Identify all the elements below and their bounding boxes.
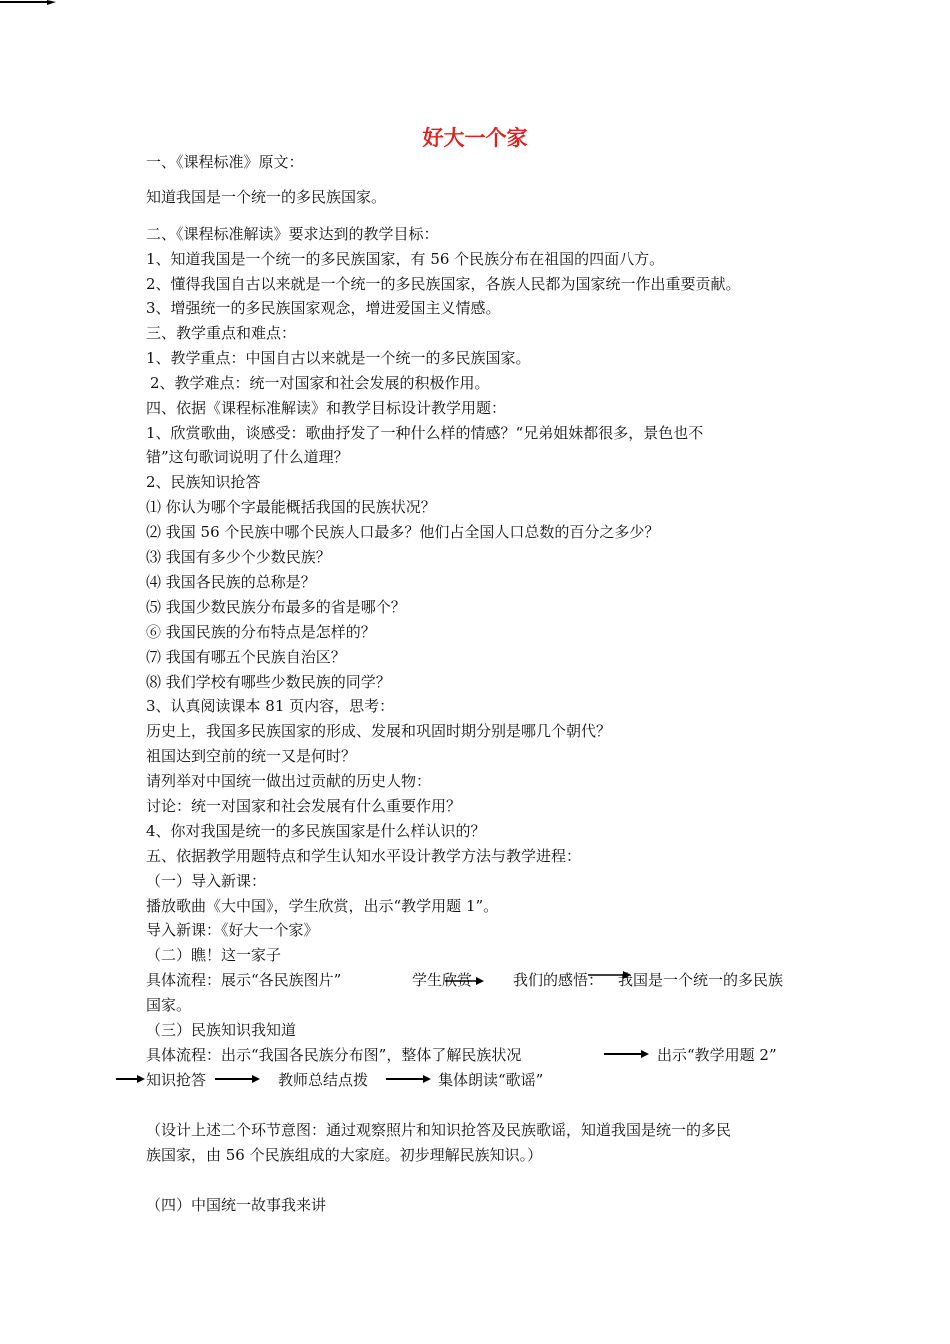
flow-arrow-icon [604, 1049, 650, 1059]
document-title: 好大一个家 [422, 126, 528, 150]
question2-heading: 2、民族知识抢答 [146, 473, 261, 491]
question3-heading: 3、认真阅读课本 81 页内容，思考： [146, 697, 395, 715]
part1-line1: 播放歌曲《大中国》，学生欣赏，出示“教学用题 1”。 [146, 897, 499, 915]
key-point-item: 2、教学难点：统一对国家和社会发展的积极作用。 [150, 374, 490, 392]
quiz-item: ⑵ 我国 56 个民族中哪个民族人口最多？他们占全国人口总数的百分之多少？ [146, 523, 660, 541]
section3-heading: 三、教学重点和难点： [146, 324, 297, 342]
corner-arrow-icon [0, 0, 60, 8]
part3-flow-step: 教师总结点拨 [278, 1071, 369, 1089]
objective-item: 1、知道我国是一个统一的多民族国家，有 56 个民族分布在祖国的四面八方。 [146, 250, 665, 268]
part2-heading: （二）瞧！这一家子 [146, 946, 282, 964]
key-point-item: 1、教学重点：中国自古以来就是一个统一的多民族国家。 [146, 349, 531, 367]
quiz-item: ⑥ 我国民族的分布特点是怎样的？ [146, 623, 376, 641]
section1-heading: 一、《课程标准》原文： [146, 153, 304, 171]
design-note-line1: （设计上述二个环节意图：通过观察照片和知识抢答及民族歌谣，知道我国是统一的多民 [146, 1121, 732, 1139]
question4: 4、你对我国是统一的多民族国家是什么样认识的？ [146, 822, 486, 840]
flow-arrow-icon [386, 1074, 432, 1084]
quiz-item: ⑸ 我国少数民族分布最多的省是哪个？ [146, 598, 406, 616]
objective-item: 3、增强统一的多民族国家观念，增进爱国主义情感。 [146, 299, 501, 317]
quiz-item: ⑴ 你认为哪个字最能概括我国的民族状况？ [146, 498, 436, 516]
part2-flow-label: 具体流程：展示“各民族图片” [146, 971, 342, 989]
section2-heading: 二、《课程标准解读》要求达到的教学目标： [146, 225, 439, 243]
section4-heading: 四、依据《课程标准解读》和教学目标设计教学用题： [146, 399, 507, 417]
reading-question: 请列举对中国统一做出过贡献的历史人物： [146, 772, 432, 790]
question1-line2: 错”这句歌词说明了什么道理？ [146, 448, 349, 466]
part1-heading: （一）导入新课： [146, 872, 267, 890]
part3-flow-step: 出示“教学用题 2” [657, 1046, 777, 1064]
section1-text: 知道我国是一个统一的多民族国家。 [146, 188, 387, 206]
part3-flow-step: 知识抢答 [146, 1071, 207, 1089]
quiz-item: ⑷ 我国各民族的总称是？ [146, 573, 316, 591]
part3-flow-label: 具体流程：出示“我国各民族分布图”，整体了解民族状况 [146, 1046, 522, 1064]
reading-question: 祖国达到空前的统一又是何时？ [146, 747, 357, 765]
part4-heading: （四）中国统一故事我来讲 [146, 1196, 327, 1214]
flow-arrow-icon [116, 1074, 146, 1084]
part2-flow-step: 我国是一个统一的多民族 [618, 971, 784, 989]
objective-item: 2、懂得我国自古以来就是一个统一的多民族国家，各族人民都为国家统一作出重要贡献。 [146, 275, 741, 293]
flow-arrow-icon [215, 1074, 261, 1084]
part2-flow-step: 我们的感悟： [513, 971, 604, 989]
part2-flow-step: 学生欣赏 [412, 971, 473, 989]
part1-line2: 导入新课：《好大一个家》 [146, 921, 319, 939]
part3-heading: （三）民族知识我知道 [146, 1021, 297, 1039]
quiz-item: ⑶ 我国有多少个少数民族？ [146, 548, 331, 566]
reading-question: 历史上，我国多民族国家的形成、发展和巩固时期分别是哪几个朝代？ [146, 722, 612, 740]
question1-line1: 1、欣赏歌曲，谈感受：歌曲抒发了一种什么样的情感？“兄弟姐妹都很多，景色也不 [146, 424, 704, 442]
quiz-item: ⑺ 我国有哪五个民族自治区？ [146, 648, 346, 666]
section5-heading: 五、依据教学用题特点和学生认知水平设计教学方法与教学进程： [146, 847, 582, 865]
reading-question: 讨论：统一对国家和社会发展有什么重要作用？ [146, 797, 462, 815]
design-note-line2: 族国家，由 56 个民族组成的大家庭。初步理解民族知识。） [146, 1146, 543, 1164]
flow-arrow-icon [445, 976, 485, 986]
part2-flow-cont: 国家。 [146, 996, 192, 1014]
quiz-item: ⑻ 我们学校有哪些少数民族的同学？ [146, 673, 391, 691]
part3-flow-step: 集体朗读“歌谣” [438, 1071, 544, 1089]
